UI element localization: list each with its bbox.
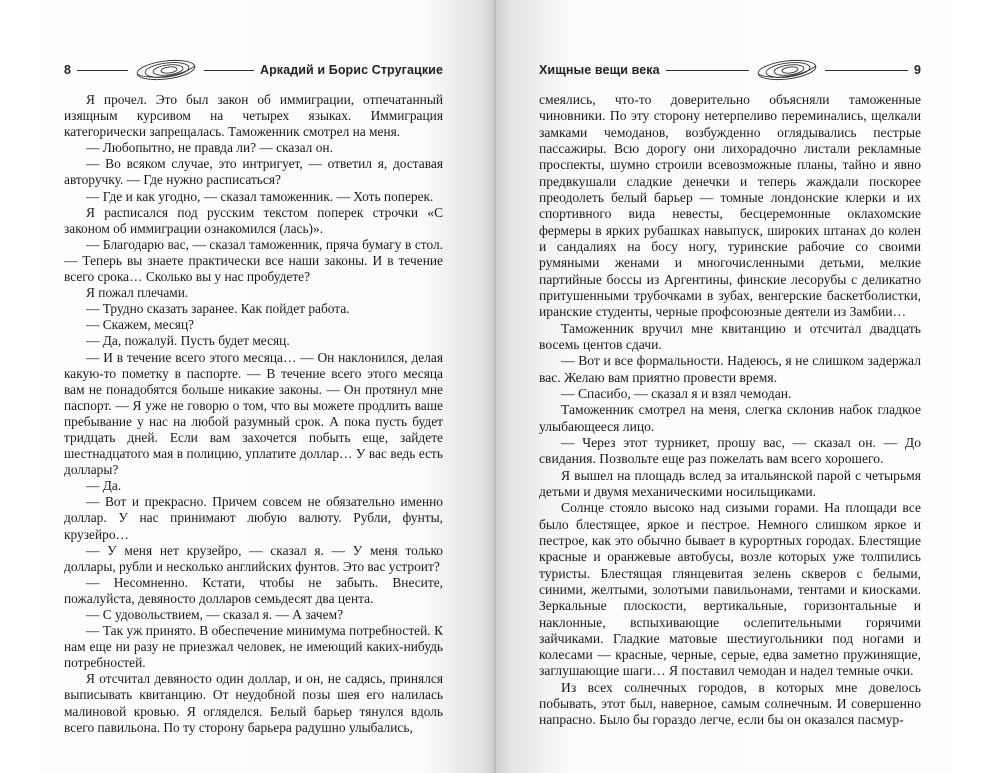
paragraph: Я вышел на площадь вслед за итальянской парой с четырьмя детьми и двумя механическими носильщиками. <box>539 467 921 499</box>
continued-paragraph: смеялись, что-то доверительно объясняли таможенные чиновники. По эту сторону нетерпеливо переминались, щелкали замками чемоданов, возбужденно оглядывались пестрые пассажиры. Всю дорогу они лихорадочно листали рекламные проспекты, шумно строили всевозможные планы, тайно и явно предвкушали сладкие денечки и теперь жаждали поскорее преодолеть белый барьер — томные лондонские клерки и их спортивного вида невесты, бесцеремонные оклахомские фермеры в ярких рубашках навыпуск, широких штанах до колен и сандалиях на босу ногу, туринские рабочие со своими румяными женами и многочисленными детьми, мелкие партийные боссы из Аргентины, финские лесорубы с деликатно притушенными трубочками в зубах, венгерские баскетболистки, иранские студенты, черные профсоюзные деятели из Замбии… <box>539 92 921 320</box>
paragraph: — Трудно сказать заранее. Как пойдет работа. <box>86 301 350 317</box>
paragraph: Я расписался под русским текстом поперек строчки «С законом об иммиграции ознакомился (лась)». <box>64 204 443 236</box>
paragraph: — С удовольствием, — сказал я. — А зачем? <box>86 607 344 622</box>
left-running-header <box>64 58 443 82</box>
right-page <box>496 0 992 773</box>
paragraph: — Да, пожалуй. Пусть будет месяц. <box>86 333 290 349</box>
paragraph: — Где и как угодно, — сказал таможенник. — Хоть поперек. <box>86 188 434 204</box>
swirl-ornament-icon <box>755 58 819 82</box>
paragraph: — У меня нет крузейро, — сказал я. — У меня только доллары, рубли и несколько английских фунтов. Это вас устроит? <box>64 542 443 574</box>
swirl-ornament-icon <box>134 58 198 82</box>
paragraph: — Через этот турникет, прошу вас, — сказал он. — До свидания. Позвольте еще раз пожелать вам всего хорошего. <box>539 434 921 467</box>
paragraph: — Несомненно. Кстати, чтобы не забыть. Внесите, пожалуйста, девяносто долларов семьдесят два цента. <box>64 574 443 606</box>
paragraph: — Так уж принято. В обеспечение минимума потребностей. К нам еще ни разу не приезжал человек, не имеющий каких-нибудь потребностей. <box>64 623 443 671</box>
header-rule <box>204 70 254 71</box>
left-running-head: Аркадий и Борис Стругацкие <box>259 63 444 77</box>
paragraph: — Любопытно, не правда ли? — сказал он. <box>86 140 333 156</box>
header-rule <box>825 70 908 71</box>
paragraph: — Благодарю вас, — сказал таможенник, пряча бумагу в стол. — Теперь вы знаете практически все наши законы. И в течение всего срока… Сколько вы у нас пробудете? <box>64 236 443 285</box>
paragraph: Солнце стояло высоко над сизыми горами. На площади все было блестящее, яркое и пестрое. Немного слишком яркое и пестрое, как это обычно бывает в курортных городах. Блестящие красные и оранжевые автобусы, возле которых уже толпились туристы. Блестящая глянцевитая зелень скверов с белыми, синими, желтыми, золотыми павильонами, тентами и киосками. Зеркальные плоскости, вертикальные, горизонтальные и наклонные, вспыхивающие ослепительными горячими зайчиками. Гладкие матовые шестиугольники под ногами и колесами — красные, черные, серые, едва заметно пружинящие, заглушающие шаги… Я поставил чемодан и надел темные очки. <box>539 500 921 679</box>
paragraph: — Вот и прекрасно. Причем совсем не обязательно именно доллар. У нас принимают любую валюту. Рубли, фунты, крузейро… <box>64 494 443 542</box>
paragraph: — Да. <box>86 478 122 494</box>
left-page-number: 8 <box>64 63 72 77</box>
right-running-header <box>539 58 921 82</box>
paragraph: Таможенник смотрел на меня, слегка склонив набок гладкое улыбающееся лицо. <box>539 402 921 434</box>
paragraph: Из всех солнечных городов, в которых мне довелось побывать, этот был, наверное, самым солнечным. И совершенно напрасно. Было бы гораздо легче, если бы он оказался пасмур- <box>539 679 921 728</box>
paragraph: — И в течение всего этого месяца… — Он наклонился, делая какую-то пометку в паспорте. — В течение всего этого месяца вам не понадобятся больше никакие законы. — Он протянул мне паспорт. — Я уже не говорю о том, что вы можете продлить ваше пребывание у нас на любой разумный срок. А пока пусть будет тридцать дней. Если вам захочется побыть еще, зайдете шестнадцатого мая в полицию, уплатите доллар… У вас ведь есть доллары? <box>64 349 443 478</box>
paragraph: Я пожал плечами. <box>86 285 189 301</box>
right-running-head: Хищные вещи века <box>539 63 660 77</box>
paragraph: Таможенник вручил мне квитанцию и отсчитал двадцать восемь центов сдачи. <box>539 320 921 352</box>
paragraph: — Вот и все формальности. Надеюсь, я не слишком задержал вас. Желаю вам приятно провести время. <box>539 353 921 385</box>
paragraph: Я отсчитал девяносто один доллар, и он, не садясь, принялся выписывать квитанцию. От неудобной позы шея его налилась малиновой кровью. Я огляделся. Белый барьер тянулся вдоль всего павильона. По ту сторону барьера радушно улыбались, <box>64 671 443 735</box>
paragraph: — Во всяком случае, это интригует, — ответил я, доставая авторучку. — Где нужно расписаться? <box>64 156 443 188</box>
paragraph: Я прочел. Это был закон об иммиграции, отпечатанный изящным курсивом на четырех языках. Иммиграция категорически запрещалась. Таможенник смотрел на меня. <box>64 92 443 140</box>
header-rule <box>666 70 749 71</box>
paragraph: — Скажем, месяц? <box>86 317 195 333</box>
right-page-text <box>539 92 921 729</box>
paragraph: — Спасибо, — сказал я и взял чемодан. <box>561 385 792 401</box>
left-page-text <box>64 92 443 736</box>
right-page-number: 9 <box>913 63 921 77</box>
header-rule <box>77 70 127 71</box>
